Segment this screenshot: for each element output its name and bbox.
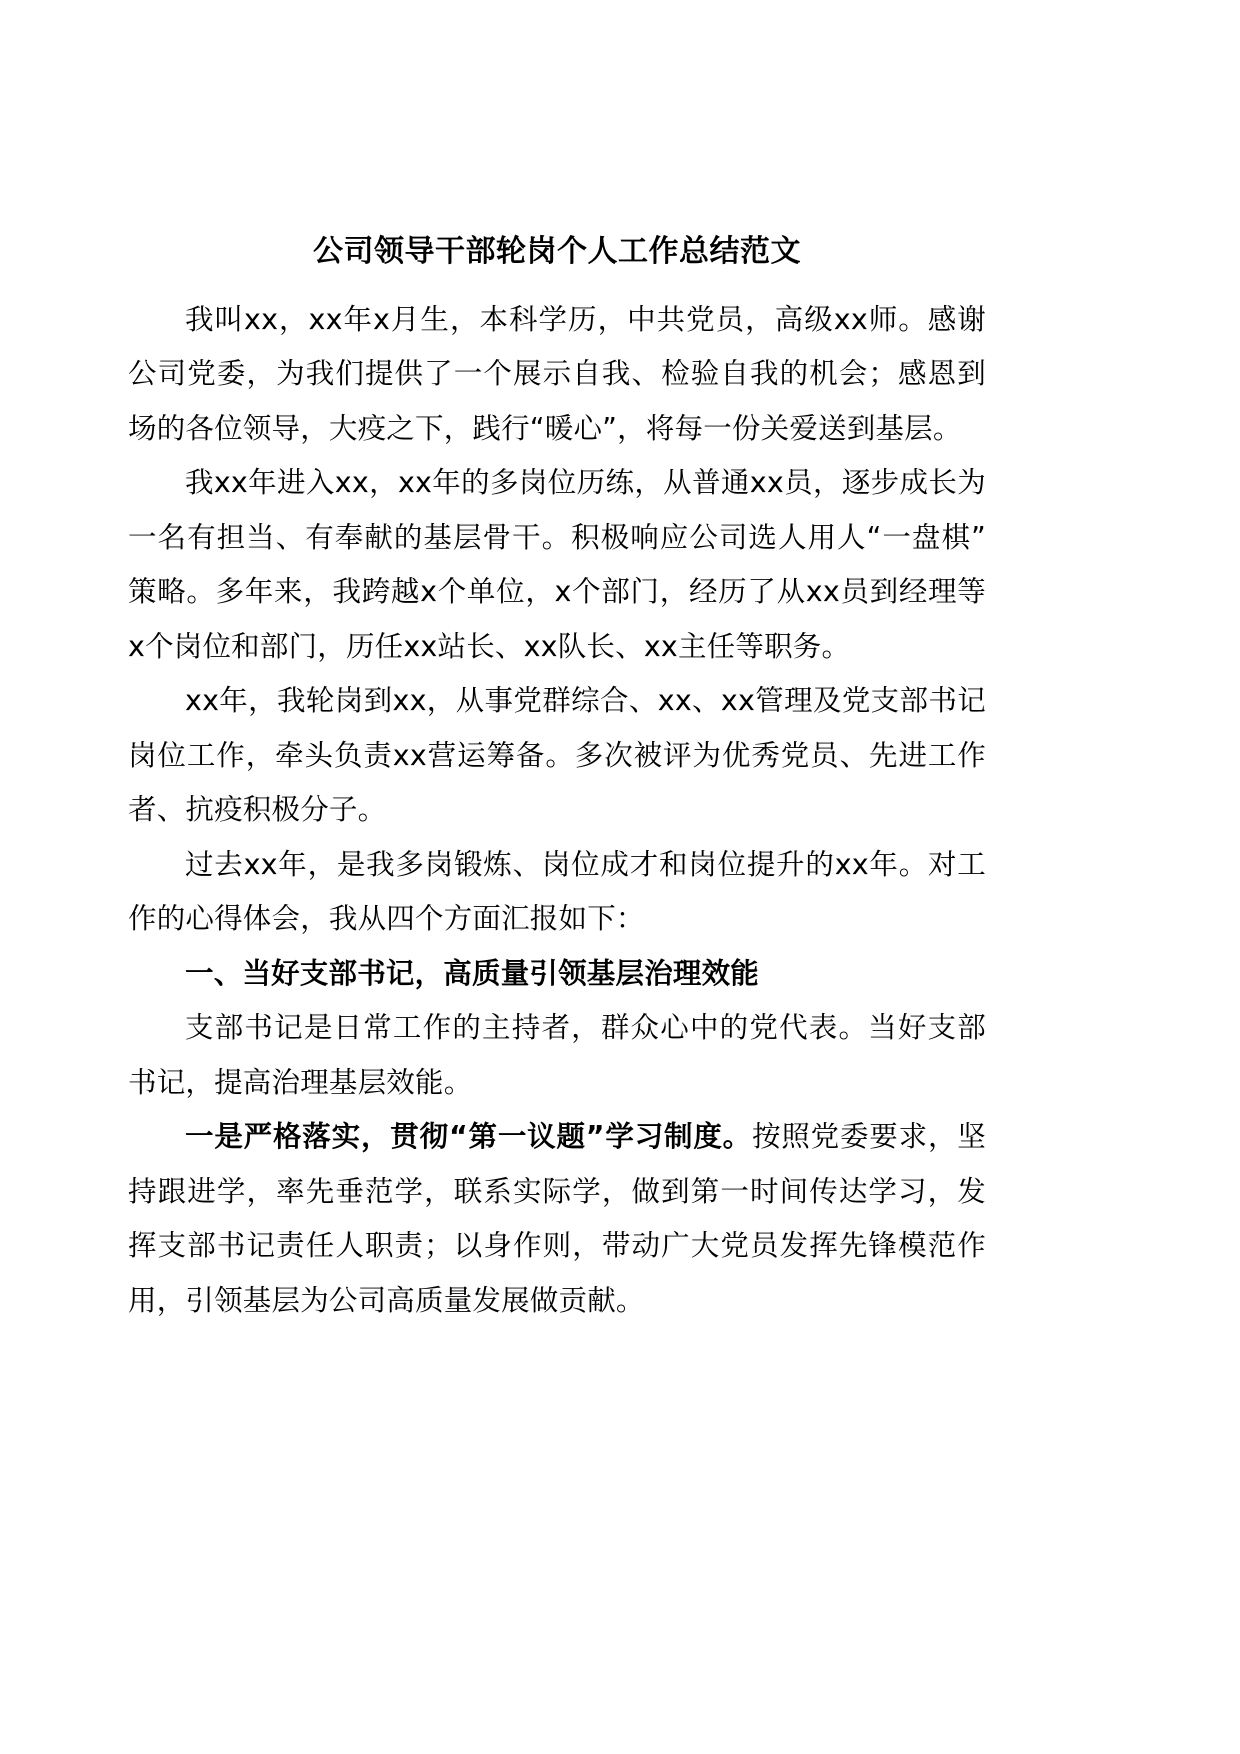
- subsection-1-paragraph: [128, 1110, 986, 1328]
- paragraph-1: 我叫xx，xx年x月生，本科学历，中共党员，高级xx师。感谢公司党委，为我们提供了一个展示自我、检验自我的机会；感恩到场的各位领导，大疫之下，践行“暖心”，将每一份关爱送到基层。: [128, 302, 986, 445]
- section-heading-1: 一、当好支部书记，高质量引领基层治理效能: [185, 956, 760, 990]
- subsection-1-body: 按照党委要求，坚持跟进学，率先垂范学，联系实际学，做到第一时间传达学习，发挥支部书记责任人职责；以身作则，带动广大党员发挥先锋模范作用，引领基层为公司高质量发展做贡献。: [128, 1120, 986, 1317]
- paragraph-4: 过去xx年，是我多岗锻炼、岗位成才和岗位提升的xx年。对工作的心得体会，我从四个方面汇报如下：: [128, 847, 986, 935]
- paragraph-5: 支部书记是日常工作的主持者，群众心中的党代表。当好支部书记，提高治理基层效能。: [128, 1011, 986, 1099]
- subsection-1-lead: 一是严格落实，贯彻“第一议题”学习制度。: [185, 1120, 752, 1153]
- page-title: 公司领导干部轮岗个人工作总结范文: [313, 234, 801, 269]
- paragraph-2: 我xx年进入xx，xx年的多岗位历练，从普通xx员，逐步成长为一名有担当、有奉献的基层骨干。积极响应公司选人用人“一盘棋”策略。多年来，我跨越x个单位，x个部门，经历了从xx员到经理等x个岗位和部门，历任xx站长、xx队长、xx主任等职务。: [128, 466, 986, 663]
- document-content: [128, 232, 986, 1328]
- paragraph-3: xx年，我轮岗到xx，从事党群综合、xx、xx管理及党支部书记岗位工作，牵头负责xx营运筹备。多次被评为优秀党员、先进工作者、抗疫积极分子。: [128, 684, 986, 826]
